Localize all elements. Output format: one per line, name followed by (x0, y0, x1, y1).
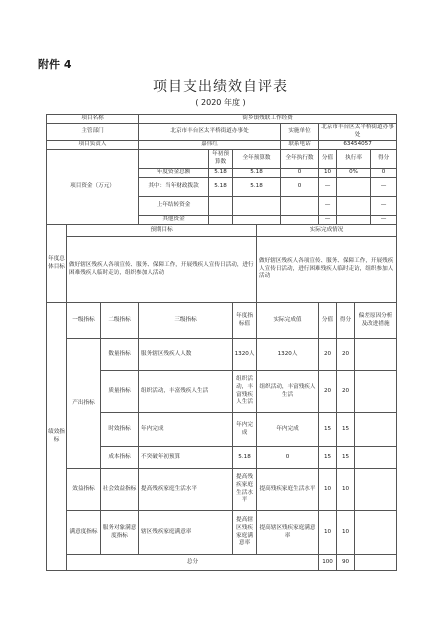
funds-annual: 5.18 (233, 178, 281, 197)
phone-value: 63454057 (319, 141, 397, 150)
funds-initial (209, 197, 233, 216)
level3: 不突破年初预算 (139, 447, 233, 469)
score: 10 (337, 469, 355, 511)
target: 提高残疾家庭生活水平 (233, 469, 257, 511)
level3: 组织活动，丰富残疾人生活 (139, 371, 233, 413)
funds-rate (337, 216, 371, 225)
funds-col-score-value: 分值 (319, 150, 337, 169)
score: 20 (337, 371, 355, 413)
funds-score: — (371, 216, 397, 225)
funds-rate: 0% (337, 169, 371, 178)
value: 20 (319, 371, 337, 413)
total-label: 总分 (67, 555, 319, 571)
col-value: 分值 (319, 303, 337, 339)
value: 20 (319, 339, 337, 371)
reason (355, 339, 397, 371)
reason (355, 413, 397, 447)
funds-initial: 5.18 (209, 169, 233, 178)
reason (355, 469, 397, 511)
dept-label: 主管部门 (47, 124, 139, 141)
funds-row-label: 其中：当年财政拨款 (139, 178, 209, 197)
score: 15 (337, 447, 355, 469)
self-evaluation-table (46, 114, 397, 571)
col-level1: 一级指标 (67, 303, 101, 339)
funds-rate (337, 178, 371, 197)
funds-score-value: — (319, 216, 337, 225)
funds-executed (281, 216, 319, 225)
value: 10 (319, 469, 337, 511)
funds-label: 项目资金（万元） (47, 150, 139, 225)
col-level3: 三级指标 (139, 303, 233, 339)
score: 20 (337, 339, 355, 371)
funds-executed: 0 (281, 178, 319, 197)
level2: 质量指标 (101, 371, 139, 413)
value: 10 (319, 511, 337, 555)
score: 10 (337, 511, 355, 555)
actual: 提高残疾家庭生活水平 (257, 469, 319, 511)
level2: 数量指标 (101, 339, 139, 371)
funds-score-value: — (319, 197, 337, 216)
funds-annual (233, 197, 281, 216)
actual: 组织活动，丰富残疾人生活 (257, 371, 319, 413)
value: 15 (319, 447, 337, 469)
score: 15 (337, 413, 355, 447)
funds-row-label: 其他资金 (139, 216, 209, 225)
level2: 时效指标 (101, 413, 139, 447)
funds-col-executed: 全年执行数 (281, 150, 319, 169)
leader-label: 项目负责人 (47, 141, 139, 150)
funds-initial: 5.18 (209, 178, 233, 197)
level2: 服务对象满意度指标 (101, 511, 139, 555)
funds-score: — (371, 178, 397, 197)
goals-expected: 做好辖区残疾人各项宣传、服务、保障工作，开展残疾人宣传日活动，进行困难残疾人临时走访，组织参加人活动 (67, 237, 257, 303)
funds-executed (281, 197, 319, 216)
impl-value: 北京市丰台区太平桥街道办事处 (319, 124, 397, 141)
reason (355, 371, 397, 413)
actual: 0 (257, 447, 319, 469)
target: 1320人 (233, 339, 257, 371)
goals-label: 年度总体目标 (47, 225, 67, 303)
funds-col-rate: 执行率 (337, 150, 371, 169)
funds-col-score: 得分 (371, 150, 397, 169)
funds-row-label: 上年结转资金 (139, 197, 209, 216)
attachment-label: 附件 4 (38, 58, 72, 71)
level3: 年内完成 (139, 413, 233, 447)
actual: 提高辖区残疾家庭满意率 (257, 511, 319, 555)
total-value: 100 (319, 555, 337, 571)
target: 组织活动，丰富残疾人生活 (233, 371, 257, 413)
actual: 1320人 (257, 339, 319, 371)
goals-actual: 做好辖区残疾人各项宣传、服务、保障工作，开展残疾人宣传日活动，进行困难残疾人临时走访，组织参加人活动 (257, 237, 397, 303)
level2: 社会效益指标 (101, 469, 139, 511)
actual: 年内完成 (257, 413, 319, 447)
indicator-row (47, 469, 397, 511)
level3: 提高残疾家庭生活水平 (139, 469, 233, 511)
target: 提高辖区残疾家庭满意率 (233, 511, 257, 555)
col-score: 得分 (337, 303, 355, 339)
goals-expected-label: 预期目标 (67, 225, 257, 237)
project-name: 街乡镇残联工作经费 (139, 115, 397, 124)
level2: 成本指标 (101, 447, 139, 469)
dept-value: 北京市丰台区太平桥街道办事处 (139, 124, 281, 141)
col-actual: 实际完成值 (257, 303, 319, 339)
indicators-label: 绩效指标 (47, 303, 67, 571)
funds-rate (337, 197, 371, 216)
funds-annual: 5.18 (233, 169, 281, 178)
funds-score-value: 10 (319, 169, 337, 178)
level3: 服务辖区残疾人人数 (139, 339, 233, 371)
report-year: ( 2020 年度 ) (195, 98, 246, 107)
funds-score: — (371, 197, 397, 216)
funds-score-value: — (319, 178, 337, 197)
leader-value: 嘉伟红 (139, 141, 281, 150)
funds-initial (209, 216, 233, 225)
level1-satisfaction: 满意度指标 (67, 511, 101, 555)
funds-row-label: 年度资金总额 (139, 169, 209, 178)
indicator-row (47, 511, 397, 555)
col-target: 年度指标值 (233, 303, 257, 339)
total-score: 90 (337, 555, 355, 571)
col-level2: 二级指标 (101, 303, 139, 339)
funds-col-initial: 年初预算数 (209, 150, 233, 169)
funds-score: 0 (371, 169, 397, 178)
indicator-row (47, 339, 397, 371)
reason (355, 447, 397, 469)
funds-annual (233, 216, 281, 225)
impl-label: 实施单位 (281, 124, 319, 141)
page-title: 项目支出绩效自评表 (153, 79, 288, 95)
funds-col-annual: 全年预算数 (233, 150, 281, 169)
goals-actual-label: 实际完成情况 (257, 225, 397, 237)
value: 15 (319, 413, 337, 447)
project-name-label: 项目名称 (47, 115, 139, 124)
level1-output: 产出指标 (67, 339, 101, 469)
level3: 辖区残疾家庭满意率 (139, 511, 233, 555)
funds-executed: 0 (281, 169, 319, 178)
level1-benefit: 效益指标 (67, 469, 101, 511)
col-reason: 偏差原因分析及改进措施 (355, 303, 397, 339)
phone-label: 联系电话 (281, 141, 319, 150)
reason (355, 511, 397, 555)
target: 年内完成 (233, 413, 257, 447)
target: 5.18 (233, 447, 257, 469)
